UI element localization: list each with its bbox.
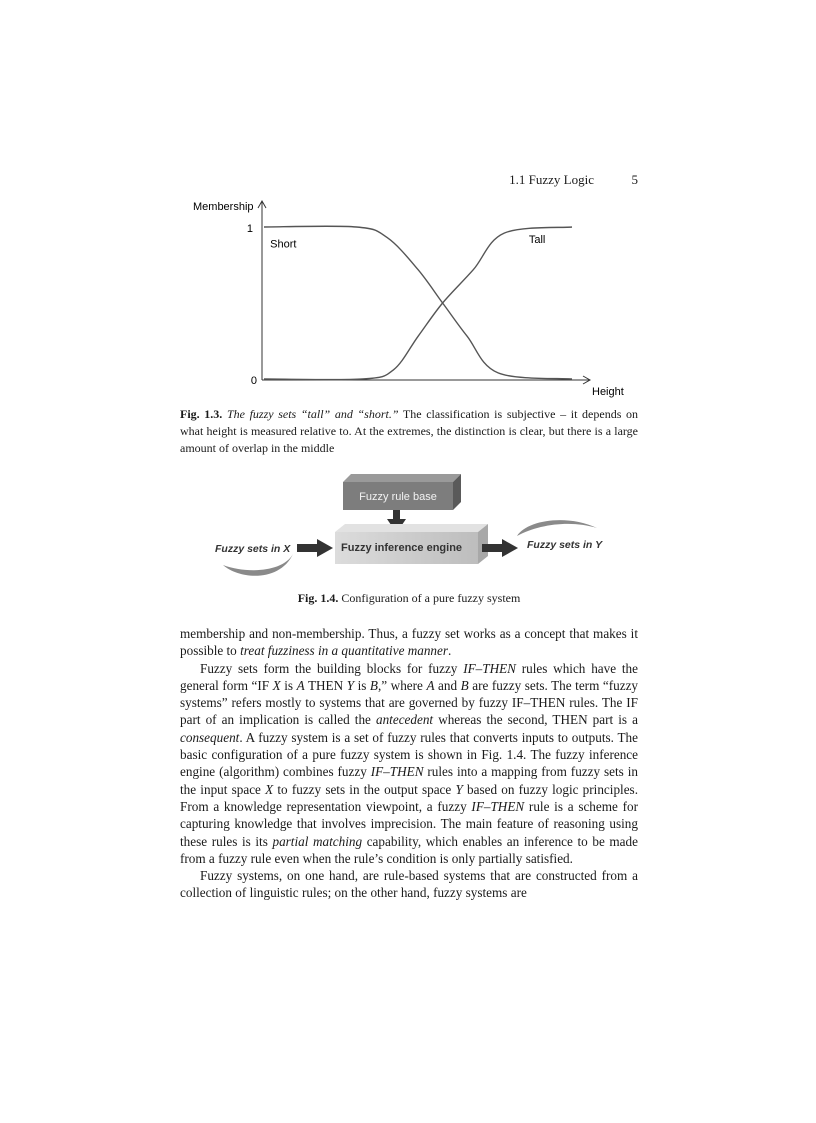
rule-base-label: Fuzzy rule base <box>359 491 437 503</box>
output-swoosh <box>517 520 597 536</box>
inference-engine-box <box>335 524 488 564</box>
input-sets-label: Fuzzy sets in X <box>215 543 291 555</box>
running-header <box>180 172 638 190</box>
series-tall-label: Tall <box>528 234 546 247</box>
membership-chart <box>180 192 640 402</box>
series-short-label: Short <box>270 238 297 251</box>
page-number: 5 <box>631 172 638 187</box>
input-swoosh <box>223 554 293 576</box>
paragraph-2: Fuzzy sets form the building blocks for fuzzy IF–THEN rules which have the general form “IF X is A THEN Y is B,” where A and B are fuzzy sets. The term “fuzzy systems” refers mostly to systems that are governed by fuzzy IF–THEN rules. The IF part of an implication is called the antecedent whereas the second, THEN part is a consequent. A fuzzy system is a set of fuzzy rules that converts inputs to outputs. The basic configuration of a pure fuzzy system is shown in Fig. 1.4. The fuzzy inference engine (algorithm) combines fuzzy IF–THEN rules into a mapping from fuzzy sets in the input space X to fuzzy sets in the output space Y based on fuzzy logic principles. From a knowledge representation viewpoint, a fuzzy IF–THEN rule is a scheme for capturing knowledge that involves imprecision. The main feature of reasoning using these rules is its partial matching capability, which enables an inference to be made from a fuzzy rule even when the rule’s condition is only partially satisfied. <box>180 660 639 866</box>
paragraph-1: membership and non-membership. Thus, a fuzzy set works as a concept that makes it possible to treat fuzziness in a quantitative manner. <box>180 626 638 659</box>
series-short-line <box>264 226 572 379</box>
figure-1-4-caption <box>180 590 638 607</box>
engine-label: Fuzzy inference engine <box>341 542 463 554</box>
caption-label: Fig. 1.4. <box>297 591 339 605</box>
y-axis-label: Membership <box>193 201 254 213</box>
caption-text: The classification is subjective – it depends on what height is measured relative to. At the extremes, the distinction is clear, but there is a large amount of overlap in the middle <box>180 407 639 455</box>
caption-text: Configuration of a pure fuzzy system <box>338 591 521 605</box>
caption-title: The fuzzy sets “tall” and “short.” <box>226 407 399 421</box>
fuzzy-system-diagram <box>205 470 615 582</box>
paragraph-3: Fuzzy systems, on one hand, are rule-based systems that are constructed from a collection of linguistic rules; on the other hand, fuzzy systems are <box>180 868 638 901</box>
series-tall-line <box>264 227 572 380</box>
input-arrow <box>297 539 333 557</box>
output-sets-label: Fuzzy sets in Y <box>527 539 603 551</box>
x-axis-label: Height <box>592 386 624 398</box>
y-tick-1: 1 <box>246 223 253 235</box>
y-tick-0: 0 <box>250 375 257 387</box>
caption-label: Fig. 1.3. <box>180 407 223 421</box>
rule-base-box <box>343 474 461 510</box>
figure-1-3-caption <box>180 406 638 457</box>
section-title: 1.1 Fuzzy Logic <box>509 172 594 187</box>
body-text <box>180 625 638 902</box>
